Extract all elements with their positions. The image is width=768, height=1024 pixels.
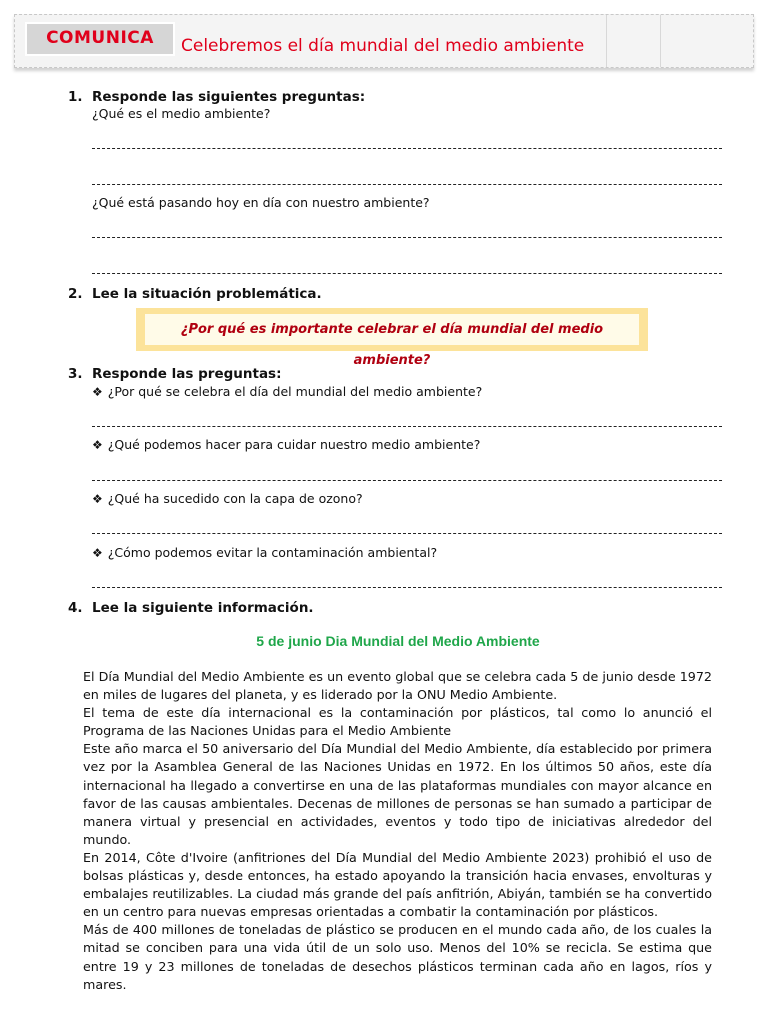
answer-line[interactable]: [92, 148, 722, 149]
question-3-item-4: [92, 545, 437, 561]
question-3-item-1: [92, 384, 482, 400]
reading-paragraph: El Día Mundial del Medio Ambiente es un evento global que se celebra cada 5 de junio desde 1972 en miles de lugares del planeta, y es liderado por la ONU Medio Ambiente.: [83, 669, 712, 703]
diamond-bullet-icon: ❖: [92, 492, 103, 506]
page-title: Celebremos el día mundial del medio ambiente: [181, 36, 585, 56]
question-3-number: 3.: [68, 366, 83, 382]
diamond-bullet-icon: ❖: [92, 385, 103, 399]
question-text: ¿Qué podemos hacer para cuidar nuestro medio ambiente?: [107, 437, 481, 452]
answer-line[interactable]: [92, 426, 722, 427]
answer-line[interactable]: [92, 273, 722, 274]
question-1-number: 1.: [68, 89, 83, 105]
diamond-bullet-icon: ❖: [92, 546, 103, 560]
header-divider: [660, 15, 661, 67]
question-text: ¿Qué ha sucedido con la capa de ozono?: [107, 491, 363, 506]
answer-line[interactable]: [92, 237, 722, 238]
problem-callout-text: ¿Por qué es importante celebrar el día mundial del medio ambiente?: [145, 314, 639, 345]
question-4-number: 4.: [68, 600, 83, 616]
reading-text: [83, 668, 712, 994]
reading-paragraph: En 2014, Côte d'Ivoire (anfitriones del Día Mundial del Medio Ambiente 2023) prohibió el uso de bolsas plásticas y, desde entonces, ha estado apoyando la transición hacia envases, envolturas y embalajes reutilizables. La ciudad más grande del país anfitrión, Abiyán, también se ha convertido en un centro para nuevas empresas orientadas a combatir la contaminación por plásticos.: [83, 849, 712, 920]
question-3-heading: Responde las preguntas:: [92, 366, 282, 382]
question-text: ¿Por qué se celebra el día del mundial del medio ambiente?: [107, 384, 483, 399]
reading-paragraph: El tema de este día internacional es la contaminación por plásticos, tal como lo anunció el Programa de las Naciones Unidas para el Medio Ambiente: [83, 705, 712, 739]
question-4-heading: Lee la siguiente información.: [92, 600, 314, 616]
answer-line[interactable]: [92, 184, 722, 185]
answer-line[interactable]: [92, 480, 722, 481]
subject-badge: [25, 22, 175, 56]
question-1-item-2: ¿Qué está pasando hoy en día con nuestro ambiente?: [92, 195, 430, 210]
answer-line[interactable]: [92, 587, 722, 588]
question-1-heading: Responde las siguientes preguntas:: [92, 89, 366, 105]
question-2-heading: Lee la situación problemática.: [92, 286, 322, 302]
reading-title: 5 de junio Dia Mundial del Medio Ambiente: [256, 633, 540, 649]
answer-line[interactable]: [92, 533, 722, 534]
problem-callout: [136, 308, 648, 368]
question-1-item-1: ¿Qué es el medio ambiente?: [92, 106, 271, 121]
question-3-item-3: [92, 491, 363, 507]
question-text: ¿Cómo podemos evitar la contaminación ambiental?: [107, 545, 438, 560]
subject-badge-label: COMUNICA: [46, 28, 154, 48]
question-2-number: 2.: [68, 286, 83, 302]
reading-paragraph: Más de 400 millones de toneladas de plástico se producen en el mundo cada año, de los cuales la mitad se conciben para una vida útil de un solo uso. Menos del 10% se recicla. Se estima que entre 19 y 23 millones de toneladas de desechos plásticos terminan cada año en lagos, ríos y mares.: [83, 922, 712, 992]
diamond-bullet-icon: ❖: [92, 438, 103, 452]
question-3-item-2: [92, 437, 480, 453]
header-divider: [606, 15, 607, 67]
reading-paragraph: Este año marca el 50 aniversario del Día Mundial del Medio Ambiente, día establecido por primera vez por la Asamblea General de las Naciones Unidas en 1972. En los últimos 50 años, este día internacional ha llegado a convertirse en una de las plataformas mundiales con mayor alcance en favor de las causas ambientales. Decenas de millones de personas se han sumado a participar de manera virtual y presencial en actividades, eventos y todo tipo de iniciativas alrededor del mundo.: [83, 741, 712, 847]
